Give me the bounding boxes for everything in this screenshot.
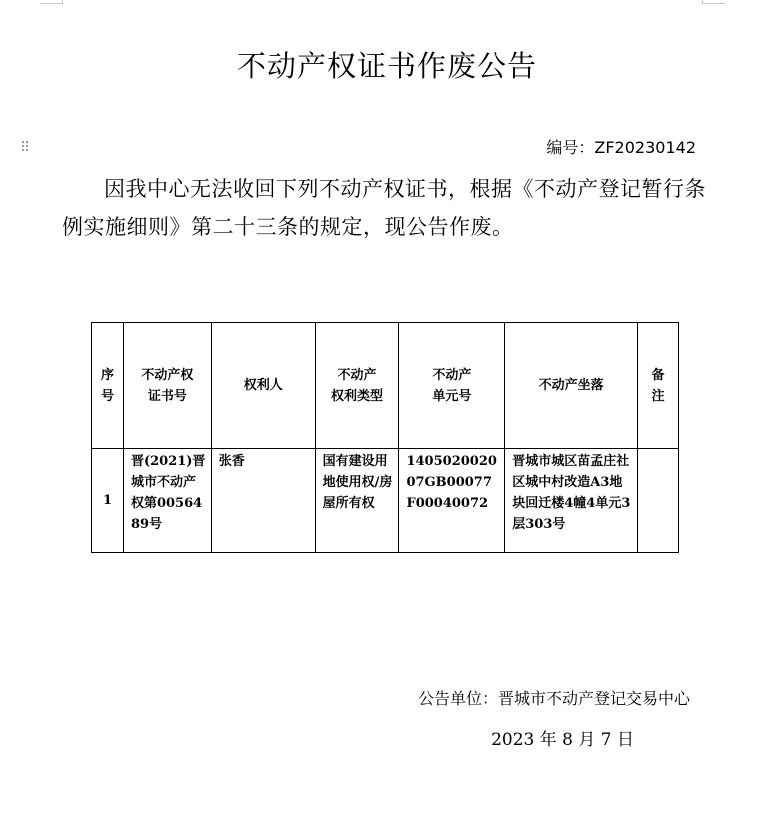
header-cert-no: 不动产权 证书号 <box>123 323 211 449</box>
header-unit-no: 不动产 单元号 <box>399 323 505 449</box>
header-location: 不动产坐落 <box>505 323 638 449</box>
cell-right-type: 国有建设用地使用权/房屋所有权 <box>315 449 399 553</box>
drag-handle-icon[interactable]: ⠿ <box>20 140 31 156</box>
cell-unit-no: 140502002007GB00077F00040072 <box>399 449 505 553</box>
header-right-type: 不动产 权利类型 <box>315 323 399 449</box>
page-title: 不动产权证书作废公告 <box>236 49 537 83</box>
table-header-row <box>92 323 679 449</box>
document-number: 编号：ZF20230142 <box>546 138 696 157</box>
issuing-organization: 公告单位：晋城市不动产登记交易中心 <box>417 689 690 708</box>
cell-location: 晋城市城区苗孟庄社区城中村改造A3地块回迁楼4幢4单元3层303号 <box>505 449 638 553</box>
certificate-table <box>91 322 679 553</box>
issue-date: 2023 年 8 月 7 日 <box>491 730 634 750</box>
cell-owner: 张香 <box>211 449 315 553</box>
header-remark: 备 注 <box>638 323 679 449</box>
table-row <box>92 449 679 553</box>
cell-cert-no: 晋(2021)晋城市不动产权第0056489号 <box>123 449 211 553</box>
header-owner: 权利人 <box>211 323 315 449</box>
page-corner-mark-right <box>702 0 725 4</box>
announcement-body: 因我中心无法收回下列不动产权证书，根据《不动产登记暂行条例实施细则》第二十三条的规定，现公告作废。 <box>62 177 706 239</box>
cell-remark <box>638 449 679 553</box>
page-corner-mark-left <box>40 0 63 4</box>
cell-seq: 1 <box>92 449 124 553</box>
header-seq: 序 号 <box>92 323 124 449</box>
